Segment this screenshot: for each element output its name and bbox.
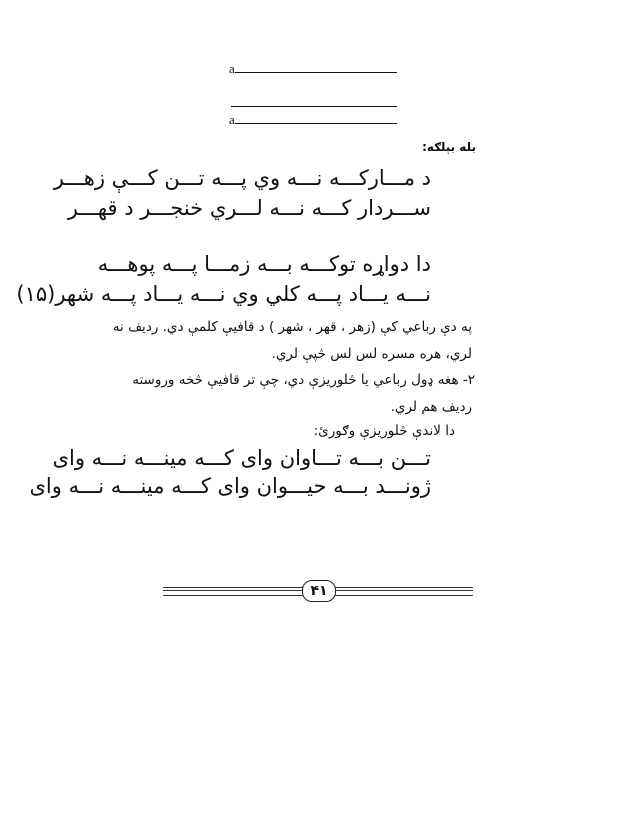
paragraph-line: په دې رباعي کې (زهر ، قهر ، شهر ) د قافيې کلمې دي. رديف نه: [112, 319, 472, 335]
paragraph-line: ۲- هغه ډول رباعي يا څلوريزې دي، چې تر قافيې څخه وروسته: [132, 372, 475, 388]
verse-line: ســـردار کـــه نـــه لـــري خنجـــر د قهـــر: [67, 196, 431, 220]
paragraph-line: لري، هره مسره لس لس څپې لري.: [271, 346, 472, 362]
page-number: ۴۱: [302, 580, 336, 602]
verse-line: ژونـــد بـــه حيـــوان وای کـــه مينـــه نـــه وای: [29, 474, 431, 498]
paragraph-line: دا لاندې څلوريزې وګورئ:: [313, 423, 455, 439]
section-heading: بله بېلګه:: [422, 140, 476, 154]
verse-line: تـــن بـــه تـــاوان وای کـــه مينـــه نـــه وای: [52, 446, 431, 470]
verse-line: دا دواړه توکـــه بـــه زمـــا پـــه پوهـــه: [97, 252, 431, 276]
verse-line: د مـــارکـــه نـــه وي پـــه تـــن کـــې زهـــر: [53, 166, 431, 190]
verse-line: نـــه يـــاد پـــه کلي وي نـــه يـــاد پـــه شهر(۱۵): [16, 282, 431, 306]
header-line-3: a: [229, 113, 399, 127]
header-line-2: [231, 96, 401, 110]
header-line-1: a: [229, 62, 399, 76]
paragraph-line: رديف هم لري.: [390, 399, 472, 415]
